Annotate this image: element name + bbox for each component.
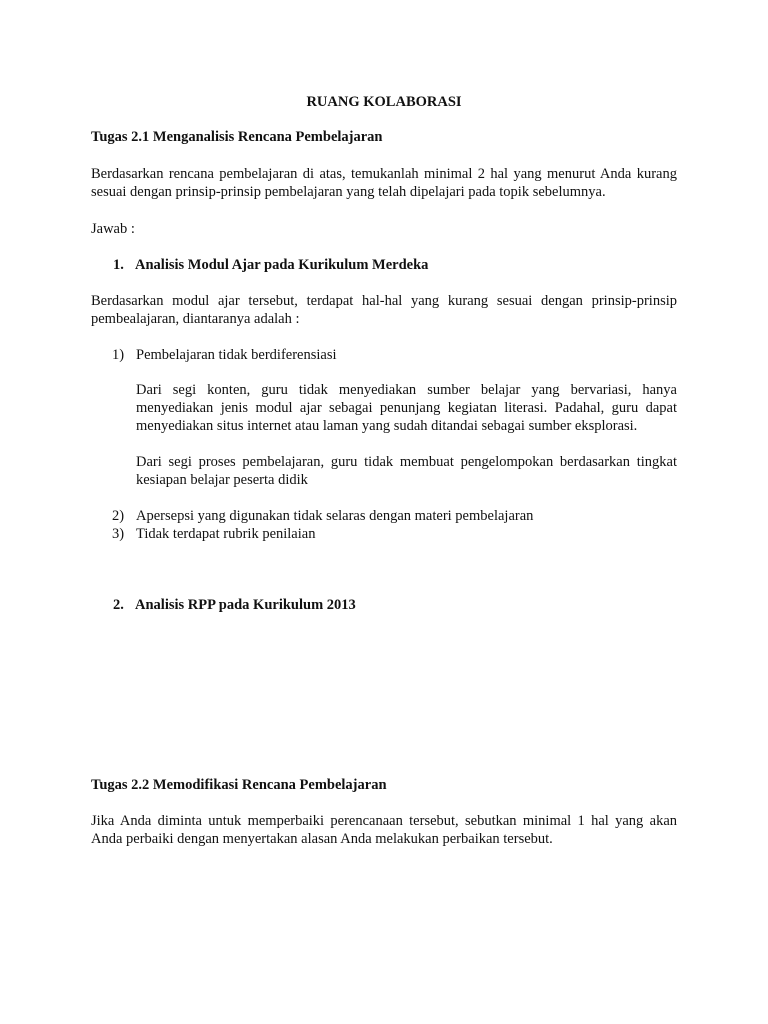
- task2-prompt: Jika Anda diminta untuk memperbaiki perencanaan tersebut, sebutkan minimal 1 hal yang akan Anda perbaiki dengan menyertakan alasan Anda melakukan perbaikan tersebut.: [91, 813, 677, 847]
- page-title: RUANG KOLABORASI: [306, 94, 462, 110]
- task2-heading: Tugas 2.2 Memodifikasi Rencana Pembelajaran: [91, 777, 387, 793]
- list-marker: 1): [112, 347, 125, 363]
- list-item-text: Tidak terdapat rubrik penilaian: [136, 526, 316, 542]
- section2-heading: Analisis RPP pada Kurikulum 2013: [135, 597, 356, 613]
- section1-number: 1.: [113, 257, 124, 273]
- section2-heading-row: [113, 596, 356, 614]
- section1-heading: Analisis Modul Ajar pada Kurikulum Merdeka: [135, 257, 429, 273]
- list-marker: 3): [112, 526, 125, 542]
- item1-paragraph-content: Dari segi konten, guru tidak menyediakan sumber belajar yang bervariasi, hanya menyediakan jenis modul ajar sebagai penunjang kegiatan literasi. Padahal, guru dapat menyediakan situs internet atau laman yang sudah ditandai sebagai sumber eksplorasi.: [136, 382, 677, 434]
- list-item-text: Apersepsi yang digunakan tidak selaras dengan materi pembelajaran: [136, 508, 534, 524]
- list-marker: 2): [112, 508, 125, 524]
- list-item-3: [112, 525, 315, 543]
- section1-heading-row: [113, 256, 428, 274]
- task1-prompt: Berdasarkan rencana pembelajaran di atas, temukanlah minimal 2 hal yang menurut Anda kurang sesuai dengan prinsip-prinsip pembelajaran yang telah dipelajari pada topik sebelumnya.: [91, 166, 677, 200]
- task1-heading: Tugas 2.1 Menganalisis Rencana Pembelajaran: [91, 129, 383, 145]
- section2-number: 2.: [113, 597, 124, 613]
- item1-paragraph-process: Dari segi proses pembelajaran, guru tidak membuat pengelompokan berdasarkan tingkat kesiapan belajar peserta didik: [136, 454, 677, 488]
- list-item-1: [112, 346, 337, 364]
- answer-label: Jawab :: [91, 221, 135, 237]
- list-item-2: [112, 507, 533, 525]
- list-item-text: Pembelajaran tidak berdiferensiasi: [136, 347, 337, 363]
- section1-intro: Berdasarkan modul ajar tersebut, terdapat hal-hal yang kurang sesuai dengan prinsip-prinsip pembealajaran, diantaranya adalah :: [91, 293, 677, 327]
